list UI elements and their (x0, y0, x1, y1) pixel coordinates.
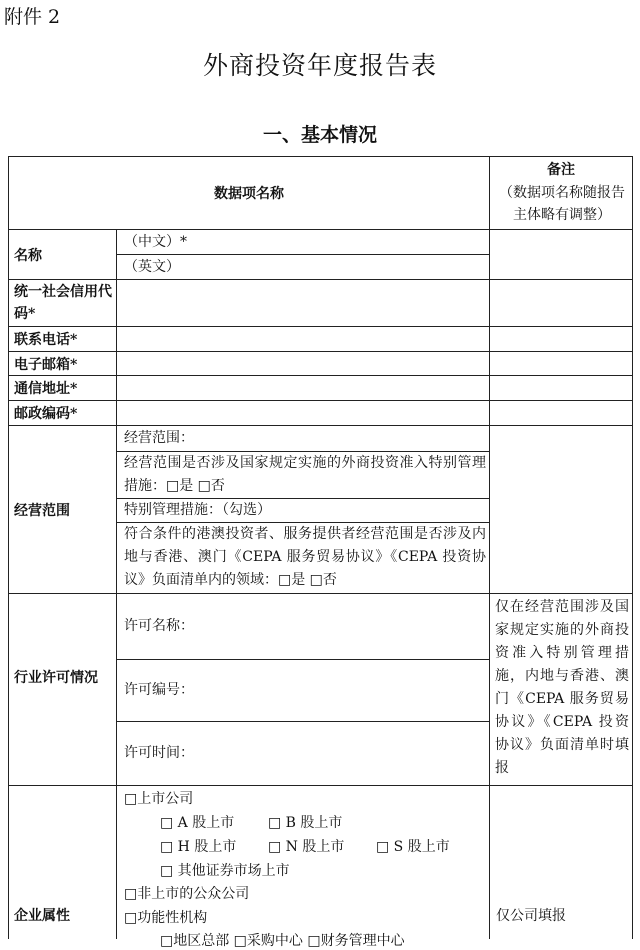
scope-cepa-question[interactable]: 符合条件的港澳投资者、服务提供者经营范围是否涉及内地与香港、澳门《CEPA 服务贸易协议》《CEPA 投资协议》负面清单内的领域：□是 □否 (124, 526, 486, 588)
postcode-field[interactable] (117, 401, 489, 425)
license-remark: 仅在经营范围涉及国家规定实施的外商投资准入特别管理措施，内地与香港、澳门《CEPA 服务贸易协议》《CEPA 投资协议》负面清单时填报 (495, 599, 629, 776)
attachment-label: 附件 2 (4, 6, 61, 28)
attr-functional-sub-options[interactable]: □地区总部 □采购中心 □财务管理中心 (160, 933, 405, 949)
license-number-field[interactable]: 许可编号： (124, 682, 194, 698)
name-cn-field[interactable]: （中文）* (124, 233, 187, 250)
table-border-left (8, 156, 9, 939)
attr-functional-institution[interactable]: □功能性机构 (124, 910, 208, 926)
label-postcode: 邮政编码* (14, 406, 78, 422)
label-business-scope: 经营范围 (14, 502, 70, 519)
address-field[interactable] (117, 376, 489, 400)
label-industry-license: 行业许可情况 (14, 670, 98, 686)
label-credit-code: 统一社会信用代码* (14, 284, 112, 322)
phone-field[interactable] (117, 327, 489, 351)
header-remark-title: 备注 (547, 162, 575, 178)
attr-b-share[interactable]: □ B 股上市 (268, 815, 343, 831)
header-item-name: 数据项名称 (214, 186, 284, 202)
label-name: 名称 (14, 247, 42, 264)
document-title: 外商投资年度报告表 (202, 51, 437, 80)
attr-a-share[interactable]: □ A 股上市 (160, 815, 235, 831)
label-enterprise-attribute: 企业属性 (14, 908, 70, 924)
name-en-field[interactable]: （英文） (124, 258, 180, 275)
attr-unlisted-public[interactable]: □非上市的公众公司 (124, 886, 250, 902)
label-email: 电子邮箱* (14, 356, 78, 373)
section-title: 一、基本情况 (262, 124, 377, 146)
label-address: 通信地址* (14, 381, 78, 397)
license-time-field[interactable]: 许可时间： (124, 745, 194, 761)
license-name-field[interactable]: 许可名称： (124, 618, 194, 634)
attr-n-share[interactable]: □ N 股上市 (268, 839, 345, 855)
scope-line: 经营范围： (124, 430, 194, 446)
attr-other-market[interactable]: □ 其他证券市场上市 (160, 863, 290, 879)
header-remark-note: （数据项名称随报告主体略有调整） (499, 185, 625, 223)
attr-h-share[interactable]: □ H 股上市 (160, 839, 237, 855)
scope-special-measures-select[interactable]: 特别管理措施：（勾选） (124, 502, 271, 518)
table-border-right (632, 156, 633, 939)
email-field[interactable] (117, 352, 489, 375)
row-line (8, 785, 633, 786)
attr-listed-company[interactable]: □上市公司 (124, 791, 194, 807)
credit-code-field[interactable] (117, 280, 489, 326)
table-divider-remark (489, 156, 490, 939)
label-phone: 联系电话* (14, 332, 78, 348)
scope-special-measures-question[interactable]: 经营范围是否涉及国家规定实施的外商投资准入特别管理措施：□是 □否 (124, 455, 486, 494)
attr-s-share[interactable]: □ S 股上市 (376, 839, 450, 855)
attribute-remark: 仅公司填报 (496, 908, 566, 924)
